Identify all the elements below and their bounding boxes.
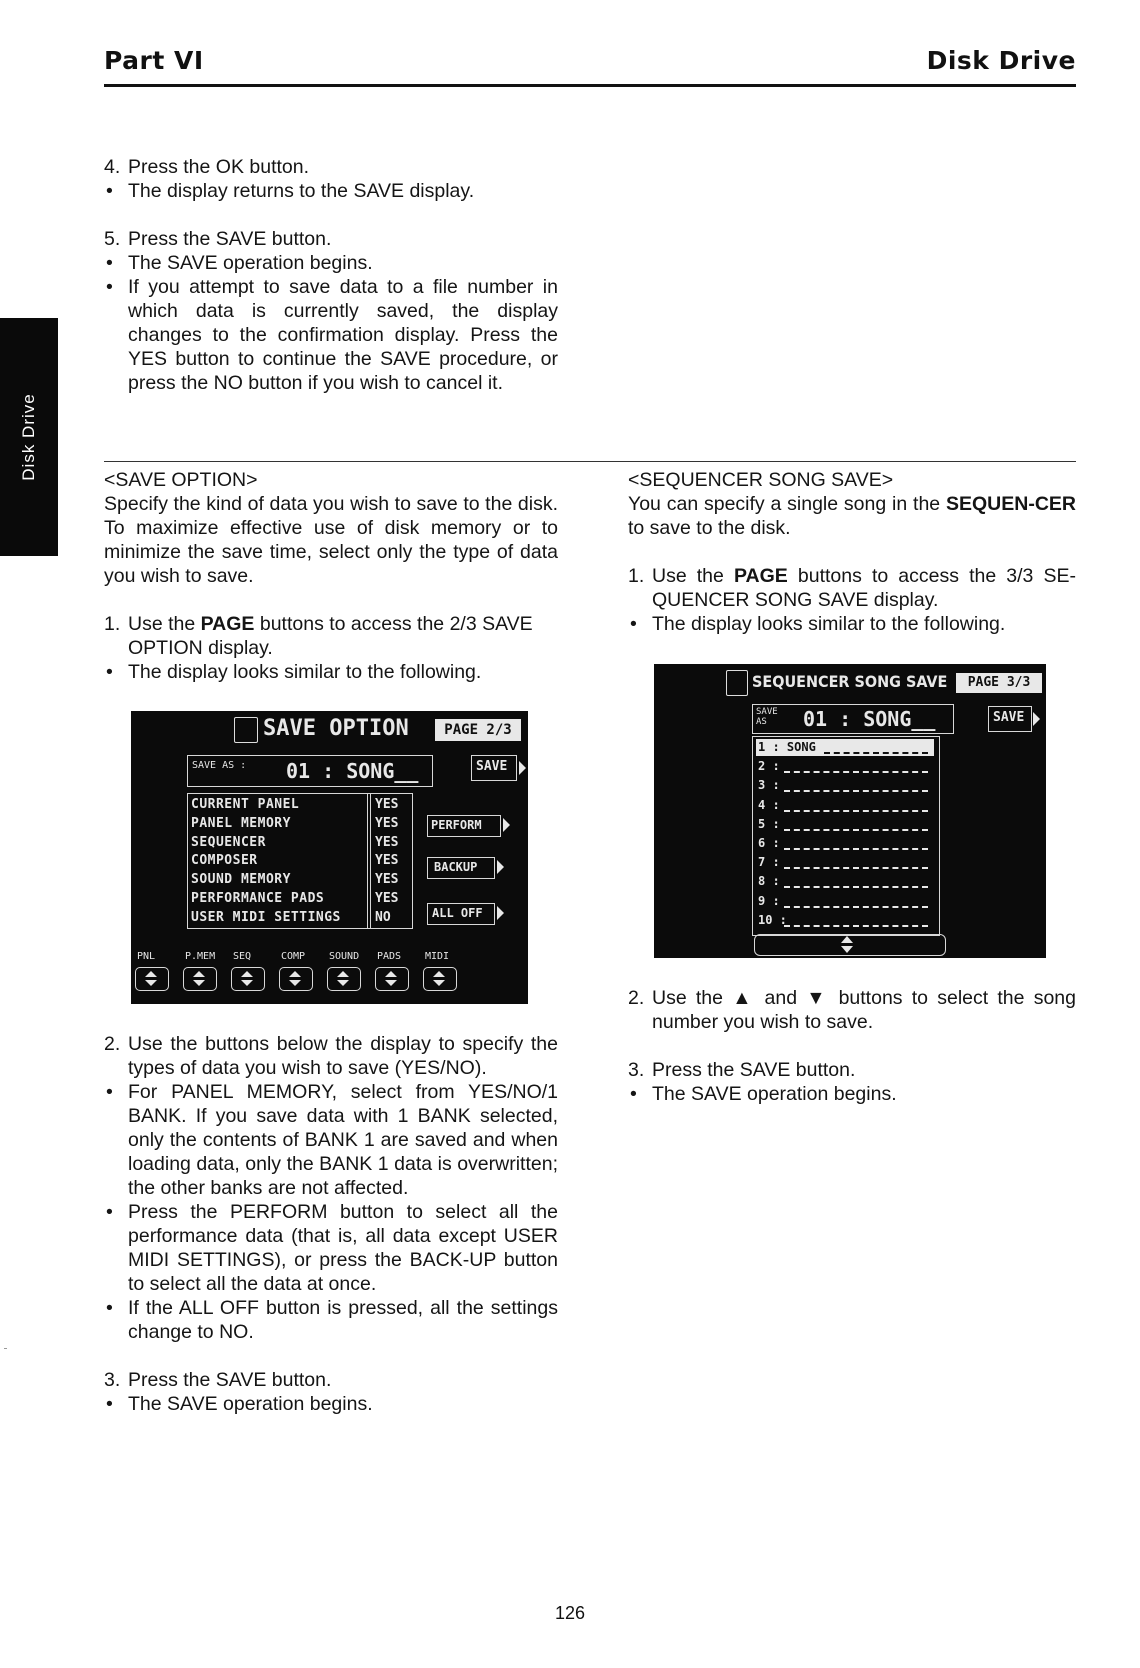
- backup-button[interactable]: BACKUP: [427, 857, 495, 879]
- section-heading: <SAVE OPTION>: [104, 469, 258, 491]
- option-value: YES: [375, 797, 399, 812]
- option-value: YES: [375, 815, 399, 831]
- up-down-button[interactable]: [231, 967, 265, 991]
- option-button-label: PADS: [377, 951, 402, 962]
- option-name: USER MIDI SETTINGS: [191, 909, 341, 925]
- bullet: • For PANEL MEMORY, select from YES/NO/1 BANK. If you save data with 1 BANK selected, only the contents of BANK 1 are saved and when loading data, only the BANK 1 data is overwritten; the other banks are not affected.: [104, 1080, 558, 1200]
- save-button[interactable]: SAVE: [471, 755, 517, 781]
- bullet: • The SAVE operation begins.: [104, 251, 558, 275]
- save-as-label: SAVE AS :: [192, 760, 247, 771]
- save-option-display: [131, 711, 528, 1004]
- song-list-item[interactable]: 7 :: [758, 855, 780, 870]
- up-down-button[interactable]: [183, 967, 217, 991]
- option-button-label: P.MEM: [185, 951, 216, 962]
- song-name-placeholder: [784, 810, 928, 812]
- option-name: CURRENT PANEL: [191, 797, 300, 812]
- up-down-button[interactable]: [375, 967, 409, 991]
- header-rule: [104, 84, 1076, 87]
- step-4: 4. Press the OK button.: [104, 156, 310, 178]
- option-value: YES: [375, 891, 399, 906]
- option-button-label: MIDI: [425, 951, 450, 962]
- song-name-placeholder: [784, 790, 928, 792]
- option-value: NO: [375, 909, 391, 925]
- bullet: • The display looks similar to the following.: [104, 660, 558, 684]
- option-button-label: SEQ: [233, 951, 252, 962]
- side-tab: [0, 318, 58, 556]
- option-name: PANEL MEMORY: [191, 815, 291, 831]
- sequencer-song-save-section: [628, 468, 1076, 636]
- song-list-item[interactable]: 3 :: [758, 778, 780, 793]
- save-as-box: [187, 755, 433, 787]
- bullet: • The display returns to the SAVE display.: [104, 179, 558, 203]
- arrow-right-icon: [519, 761, 526, 775]
- song-name: 01 : SONG__: [803, 707, 936, 731]
- section-heading: <SEQUENCER SONG SAVE>: [628, 469, 894, 491]
- sequencer-song-save-display: [654, 664, 1046, 958]
- song-name-placeholder: [824, 752, 928, 754]
- step-1: 1. Use the PAGE buttons to access the 2/3 SAVE OPTION display.: [104, 613, 533, 659]
- option-button-label: COMP: [281, 951, 306, 962]
- song-list-item[interactable]: 9 :: [758, 893, 780, 908]
- disk-icon: [234, 717, 258, 743]
- song-name-placeholder: [784, 906, 928, 908]
- display-title: SAVE OPTION: [263, 716, 409, 741]
- option-button-label: PNL: [137, 951, 156, 962]
- song-name-placeholder: [784, 829, 928, 831]
- intro-text: You can specify a single song in the SEQUEN-CER to save to the disk.: [628, 493, 1076, 539]
- song-list-item[interactable]: 1 : SONG: [758, 740, 816, 754]
- song-scroll-control[interactable]: [754, 934, 946, 956]
- step-2: 2. Use the ▲ and ▼ buttons to select the song number you wish to save.: [628, 987, 1076, 1033]
- bullet: • The SAVE operation begins.: [104, 1392, 558, 1416]
- step-1: 1. Use the PAGE buttons to access the 3/3 SE-QUENCER SONG SAVE display.: [628, 565, 1076, 611]
- song-list-item[interactable]: 10 :: [758, 912, 787, 927]
- song-name-placeholder: [784, 771, 928, 773]
- disk-icon: [726, 670, 748, 696]
- up-down-button[interactable]: [279, 967, 313, 991]
- save-as-box: [752, 704, 954, 734]
- bullet: • If the ALL OFF button is pressed, all the settings change to NO.: [104, 1296, 558, 1344]
- intro-text: Specify the kind of data you wish to save to the disk. To maximize effective use of disk memory or to minimize the save time, select only the type of data you wish to save.: [104, 493, 558, 587]
- song-list-item[interactable]: 5 :: [758, 816, 780, 831]
- option-value: YES: [375, 834, 399, 850]
- up-down-button[interactable]: [135, 967, 169, 991]
- song-list-item[interactable]: 6 :: [758, 836, 780, 850]
- step-3: 3. Press the SAVE button.: [628, 1059, 856, 1081]
- arrow-right-icon: [497, 906, 504, 920]
- margin-mark: [4, 1348, 7, 1349]
- song-list-item[interactable]: 4 :: [758, 797, 780, 812]
- option-name: SOUND MEMORY: [191, 872, 291, 888]
- save-option-section: [104, 468, 558, 684]
- song-list-item[interactable]: 8 :: [758, 874, 780, 889]
- page-indicator: PAGE 2/3: [435, 719, 521, 741]
- option-name: COMPOSER: [191, 853, 258, 869]
- arrow-right-icon: [497, 860, 504, 874]
- song-name-placeholder: [784, 925, 928, 927]
- sequencer-song-save-steps: [628, 986, 1076, 1106]
- option-value: YES: [375, 872, 399, 888]
- song-name-placeholder: [784, 848, 928, 850]
- option-name: SEQUENCER: [191, 834, 266, 850]
- song-name-placeholder: [784, 867, 928, 869]
- all-off-button[interactable]: ALL OFF: [427, 903, 495, 925]
- arrow-right-icon: [503, 818, 510, 832]
- bullet: • If you attempt to save data to a file number in which data is currently saved, the display changes to the confirmation display. Press the YES button to continue the SAVE procedure, or press the NO button if you wish to cancel it.: [104, 275, 558, 395]
- option-button-label: SOUND: [329, 951, 360, 962]
- step-2: 2. Use the buttons below the display to specify the types of data you wish to save (YES/NO).: [104, 1033, 558, 1079]
- header-part-label: Part VI: [104, 46, 204, 75]
- step-3: 3. Press the SAVE button.: [104, 1369, 332, 1391]
- save-option-steps: [104, 1032, 558, 1416]
- save-as-label: SAVE AS: [756, 707, 778, 727]
- display-title: SEQUENCER SONG SAVE: [752, 672, 948, 691]
- step-5: 5. Press the SAVE button.: [104, 228, 332, 250]
- header-section-title: Disk Drive: [926, 46, 1076, 75]
- section-divider: [104, 461, 1076, 462]
- up-arrow-icon: [841, 936, 853, 943]
- up-down-button[interactable]: [423, 967, 457, 991]
- page-indicator: PAGE 3/3: [956, 673, 1042, 693]
- bullet: • Press the PERFORM button to select all the performance data (that is, all data except USER MIDI SETTINGS), or press the BACK-UP button to select all the data at once.: [104, 1200, 558, 1296]
- song-name-placeholder: [784, 886, 928, 888]
- up-down-button[interactable]: [327, 967, 361, 991]
- bullet: • The display looks similar to the following.: [628, 612, 1076, 636]
- page-number: 126: [554, 1603, 586, 1623]
- option-name: PERFORMANCE PADS: [191, 891, 325, 906]
- perform-button[interactable]: PERFORM: [427, 815, 501, 837]
- song-list-item[interactable]: 2 :: [758, 759, 780, 774]
- side-tab-label: Disk Drive: [19, 393, 38, 481]
- song-name: 01 : SONG__: [286, 759, 419, 783]
- down-arrow-icon: [841, 946, 853, 953]
- save-button[interactable]: SAVE: [988, 706, 1032, 732]
- bullet: • The SAVE operation begins.: [628, 1082, 1076, 1106]
- arrow-right-icon: [1033, 712, 1040, 726]
- option-value: YES: [375, 853, 399, 869]
- top-instructions: [104, 155, 558, 395]
